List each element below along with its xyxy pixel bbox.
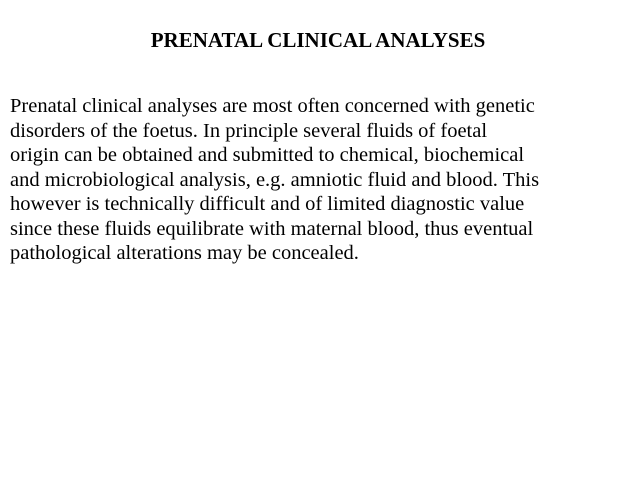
body-paragraph xyxy=(10,94,636,266)
paragraph-line: since these fluids equilibrate with maternal blood, thus eventual xyxy=(10,217,534,240)
paragraph-line: and microbiological analysis, e.g. amniotic fluid and blood. This xyxy=(10,168,540,191)
paragraph-line: however is technically difficult and of limited diagnostic value xyxy=(10,193,525,215)
paragraph-line: origin can be obtained and submitted to chemical, biochemical xyxy=(10,144,525,166)
paragraph-line: disorders of the foetus. In principle several fluids of foetal xyxy=(10,119,488,142)
page-title: PRENATAL CLINICAL ANALYSES xyxy=(150,28,486,52)
paragraph-line: pathological alterations may be concealed. xyxy=(10,242,359,264)
paragraph-line: Prenatal clinical analyses are most often concerned with genetic xyxy=(10,95,535,117)
